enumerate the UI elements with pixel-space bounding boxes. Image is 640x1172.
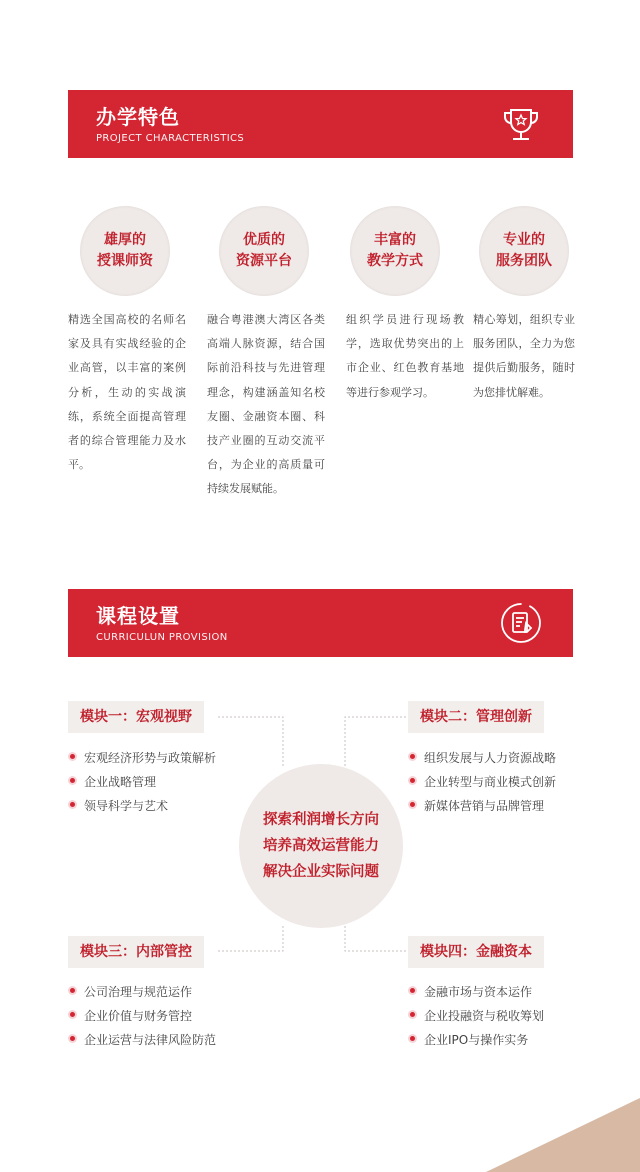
list-item: 公司治理与规范运作 xyxy=(70,980,216,1004)
module-title: 模块二：管理创新 xyxy=(408,701,544,733)
section-title: 课程设置 xyxy=(96,604,180,628)
list-item: 企业IPO与操作实务 xyxy=(410,1028,544,1052)
module-list xyxy=(70,746,216,818)
section-subtitle: CURRICULUN PROVISION xyxy=(96,632,228,643)
feature-title-line1: 优质的 xyxy=(243,232,285,248)
feature-description: 精选全国高校的名师名家及具有实战经验的企业高管，以丰富的案例分析，生动的实战演练，系统全面提高管理者的综合管理能力及水平。 xyxy=(68,313,186,472)
module-list xyxy=(410,746,556,818)
feature-title-line2: 授课师资 xyxy=(97,253,153,269)
feature-description: 融合粤港澳大湾区各类高端人脉资源，结合国际前沿科技与先进管理理念，构建涵盖知名校友圈、金融资本圈、科技产业圈的互动交流平台，为企业的高质量可持续发展赋能。 xyxy=(207,313,325,496)
feature-title-line1: 雄厚的 xyxy=(104,232,146,248)
center-line: 探索利润增长方向 xyxy=(263,812,379,828)
section-subtitle: PROJECT CHARACTERISTICS xyxy=(96,133,245,144)
module-title: 模块三：内部管控 xyxy=(68,936,204,968)
list-item: 新媒体营销与品牌管理 xyxy=(410,794,556,818)
module-title: 模块四：金融资本 xyxy=(408,936,544,968)
list-item: 企业投融资与税收筹划 xyxy=(410,1004,544,1028)
center-line: 培养高效运营能力 xyxy=(263,838,379,854)
list-item: 领导科学与艺术 xyxy=(70,794,216,818)
feature-title-line2: 教学方式 xyxy=(367,253,423,269)
list-item: 宏观经济形势与政策解析 xyxy=(70,746,216,770)
module-list xyxy=(410,980,544,1052)
list-item: 企业战略管理 xyxy=(70,770,216,794)
feature-title-line2: 资源平台 xyxy=(236,253,292,269)
feature-title-line1: 丰富的 xyxy=(374,232,416,248)
section-title: 办学特色 xyxy=(96,105,180,129)
list-item: 企业运营与法律风险防范 xyxy=(70,1028,216,1052)
feature-title-line2: 服务团队 xyxy=(496,253,552,269)
feature-title-line1: 专业的 xyxy=(503,232,545,248)
list-item: 企业转型与商业模式创新 xyxy=(410,770,556,794)
list-item: 企业价值与财务管控 xyxy=(70,1004,216,1028)
center-line: 解决企业实际问题 xyxy=(263,864,379,880)
module-list xyxy=(70,980,216,1052)
center-circle xyxy=(239,764,403,928)
feature-description: 组织学员进行现场教学，选取优势突出的上市企业、红色教育基地等进行参观学习。 xyxy=(346,313,464,399)
list-item: 金融市场与资本运作 xyxy=(410,980,544,1004)
list-item: 组织发展与人力资源战略 xyxy=(410,746,556,770)
feature-description: 精心筹划，组织专业服务团队，全力为您提供后勤服务，随时为您排忧解难。 xyxy=(473,313,575,399)
module-title: 模块一：宏观视野 xyxy=(68,701,204,733)
